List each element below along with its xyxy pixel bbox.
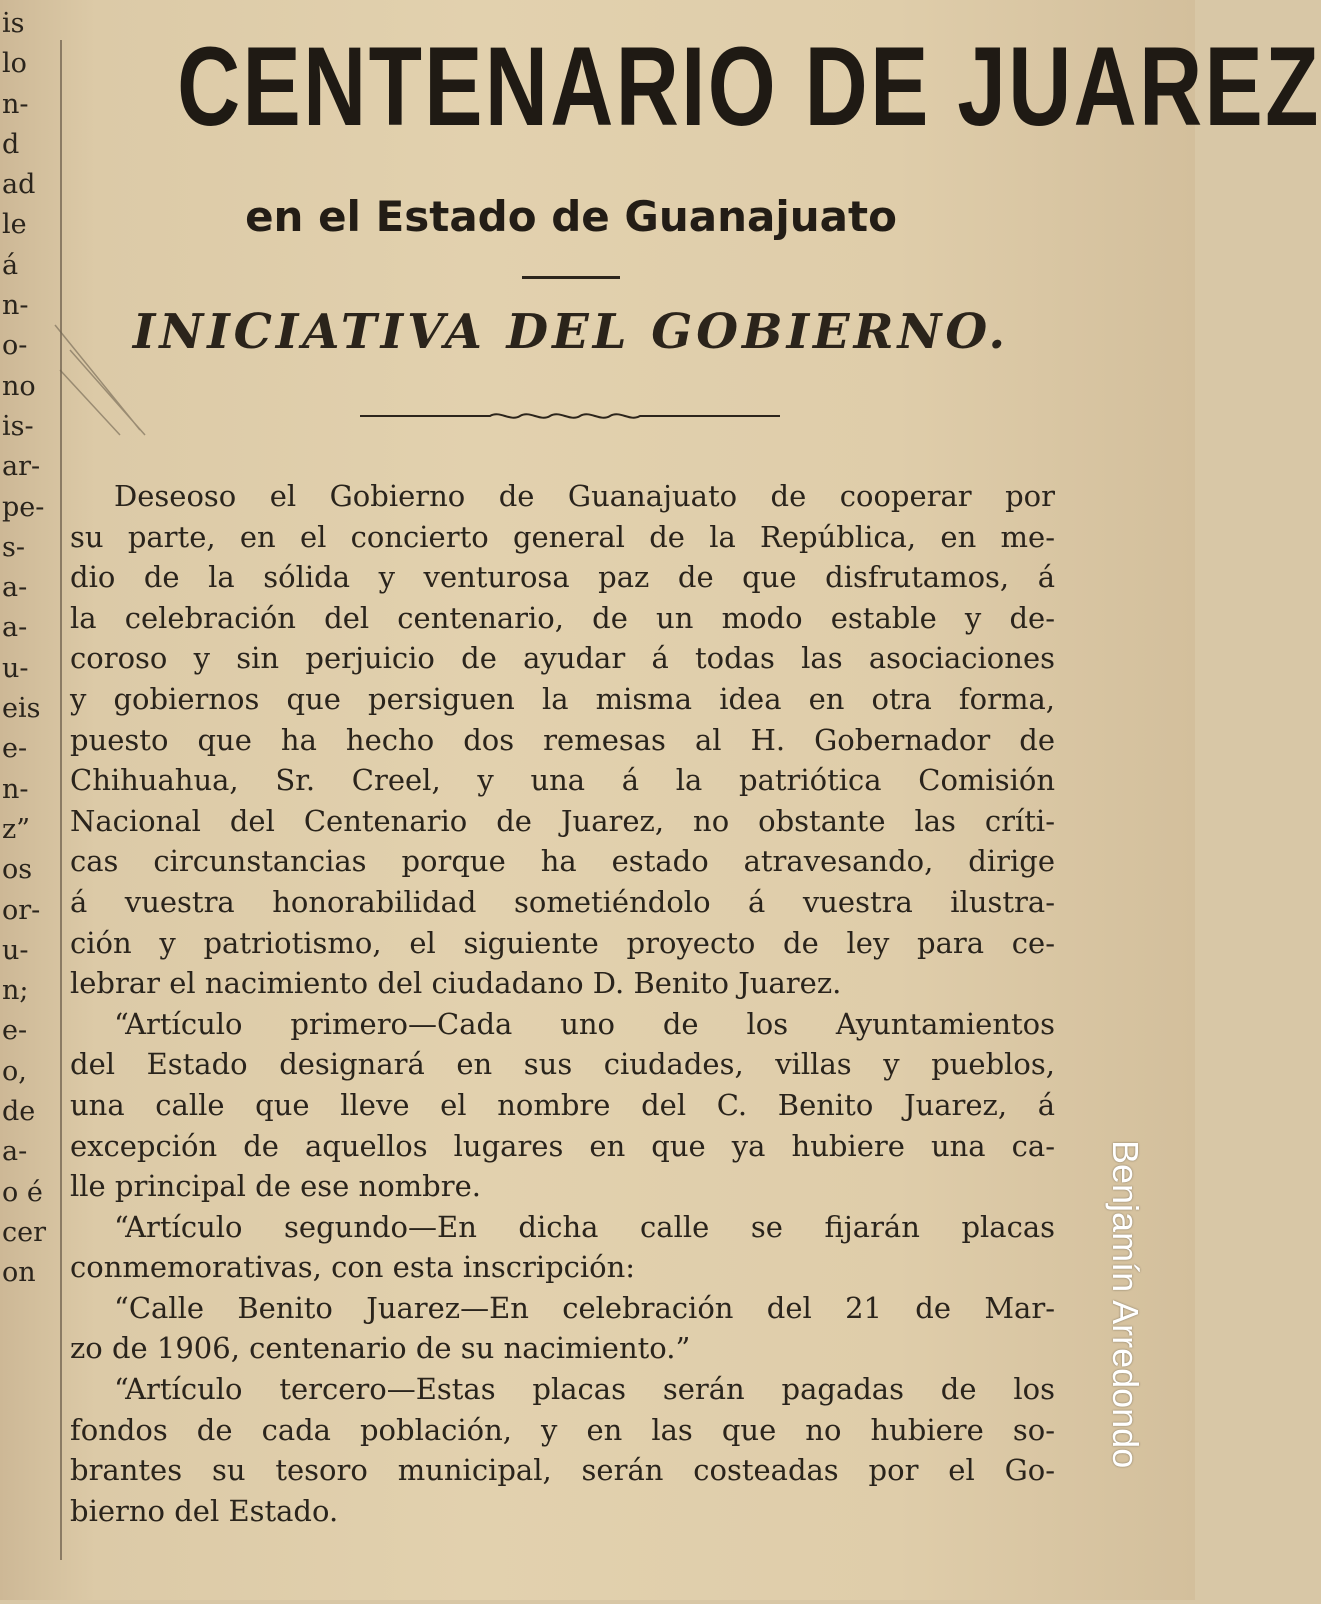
fragment-line: u- bbox=[2, 934, 29, 966]
fragment-line: is- bbox=[2, 410, 34, 442]
fragment-line: ar- bbox=[2, 451, 41, 483]
article-line: excepción de aquellos lugares en que ya hubiere una ca- bbox=[70, 1128, 1055, 1163]
fragment-line: lo bbox=[2, 48, 27, 80]
article-line: cas circunstancias porque ha estado atravesando, dirige bbox=[70, 844, 1055, 879]
fragment-line: no bbox=[2, 370, 36, 402]
article-line: puesto que ha hecho dos remesas al H. Gobernador de bbox=[70, 722, 1055, 757]
fragment-line: e- bbox=[2, 1015, 28, 1047]
fragment-line: on bbox=[2, 1257, 36, 1289]
fragment-line: o é bbox=[2, 1176, 43, 1208]
fragment-line: z” bbox=[2, 813, 31, 845]
article-line: una calle que lleve el nombre del C. Benito Juarez, á bbox=[70, 1087, 1055, 1122]
headline: CENTENARIO DE JUAREZ bbox=[177, 24, 1321, 149]
article-line: zo de 1906, centenario de su nacimiento.” bbox=[70, 1331, 691, 1366]
fragment-line: n- bbox=[2, 773, 29, 805]
article-line: su parte, en el concierto general de la República, en me- bbox=[70, 519, 1055, 554]
article-line: conmemorativas, con esta inscripción: bbox=[70, 1250, 636, 1285]
fragment-line: e- bbox=[2, 733, 28, 765]
fragment-line: a- bbox=[2, 612, 28, 644]
section-title: INICIATIVA DEL GOBIERNO. bbox=[132, 304, 1010, 360]
article-line: la celebración del centenario, de un modo estable y de- bbox=[70, 600, 1055, 635]
fragment-line: s- bbox=[2, 531, 25, 563]
article-line: y gobiernos que persiguen la misma idea en otra forma, bbox=[70, 681, 1055, 716]
photographer-credit: Benjamín Arredondo bbox=[1105, 1140, 1146, 1469]
article-line: lebrar el nacimiento del ciudadano D. Benito Juarez. bbox=[70, 966, 842, 1001]
article-line: fondos de cada población, y en las que no hubiere so- bbox=[70, 1412, 1055, 1447]
fragment-line: os bbox=[2, 854, 33, 886]
fragment-line: o- bbox=[2, 330, 28, 362]
article-line: “Artículo segundo—En dicha calle se fijarán placas bbox=[114, 1209, 1055, 1244]
article-line: bierno del Estado. bbox=[70, 1493, 339, 1528]
fragment-line: a- bbox=[2, 1136, 28, 1168]
fragment-line: n; bbox=[2, 975, 29, 1007]
short-divider bbox=[522, 276, 620, 279]
article-line: “Calle Benito Juarez—En celebración del 21 de Mar- bbox=[114, 1290, 1055, 1325]
fragment-line: n- bbox=[2, 88, 29, 120]
fragment-line: or- bbox=[2, 894, 41, 926]
article-line: ción y patriotismo, el siguiente proyecto de ley para ce- bbox=[70, 925, 1055, 960]
fragment-line: á bbox=[2, 249, 19, 281]
fragment-line: is bbox=[2, 8, 25, 39]
article-line: Deseoso el Gobierno de Guanajuato de cooperar por bbox=[114, 479, 1055, 513]
ornamental-divider bbox=[360, 406, 780, 426]
fragment-line: o, bbox=[2, 1055, 27, 1087]
fragment-line: eis bbox=[2, 693, 41, 725]
fragment-line: a- bbox=[2, 572, 28, 604]
fragment-line: ad bbox=[2, 169, 36, 201]
article-line: brantes su tesoro municipal, serán costeadas por el Go- bbox=[70, 1453, 1055, 1488]
column-rule bbox=[60, 40, 62, 1560]
article-line: dio de la sólida y venturosa paz de que disfrutamos, á bbox=[70, 560, 1055, 595]
fragment-line: n- bbox=[2, 290, 29, 322]
fragment-line: u- bbox=[2, 652, 29, 684]
fragment-line: le bbox=[2, 209, 27, 241]
article-line: Nacional del Centenario de Juarez, no obstante las críti- bbox=[70, 803, 1055, 838]
article-line: lle principal de ese nombre. bbox=[70, 1169, 481, 1204]
fragment-line: d bbox=[2, 128, 20, 160]
subheadline: en el Estado de Guanajuato bbox=[245, 192, 897, 241]
article-line: del Estado designará en sus ciudades, villas y pueblos, bbox=[70, 1047, 1055, 1082]
article-line: á vuestra honorabilidad sometiéndolo á vuestra ilustra- bbox=[70, 884, 1055, 919]
adjacent-column-fragments bbox=[0, 0, 48, 1604]
fragment-line: de bbox=[2, 1096, 36, 1128]
article-line: coroso y sin perjuicio de ayudar á todas las asociaciones bbox=[70, 641, 1055, 676]
article-body bbox=[70, 476, 1055, 1531]
fragment-line: cer bbox=[2, 1216, 47, 1248]
article-line: “Artículo tercero—Estas placas serán pagadas de los bbox=[114, 1372, 1055, 1407]
article-line: “Artículo primero—Cada uno de los Ayuntamientos bbox=[114, 1006, 1055, 1041]
fragment-line: pe- bbox=[2, 491, 45, 523]
article-line: Chihuahua, Sr. Creel, y una á la patriótica Comisión bbox=[70, 763, 1055, 798]
